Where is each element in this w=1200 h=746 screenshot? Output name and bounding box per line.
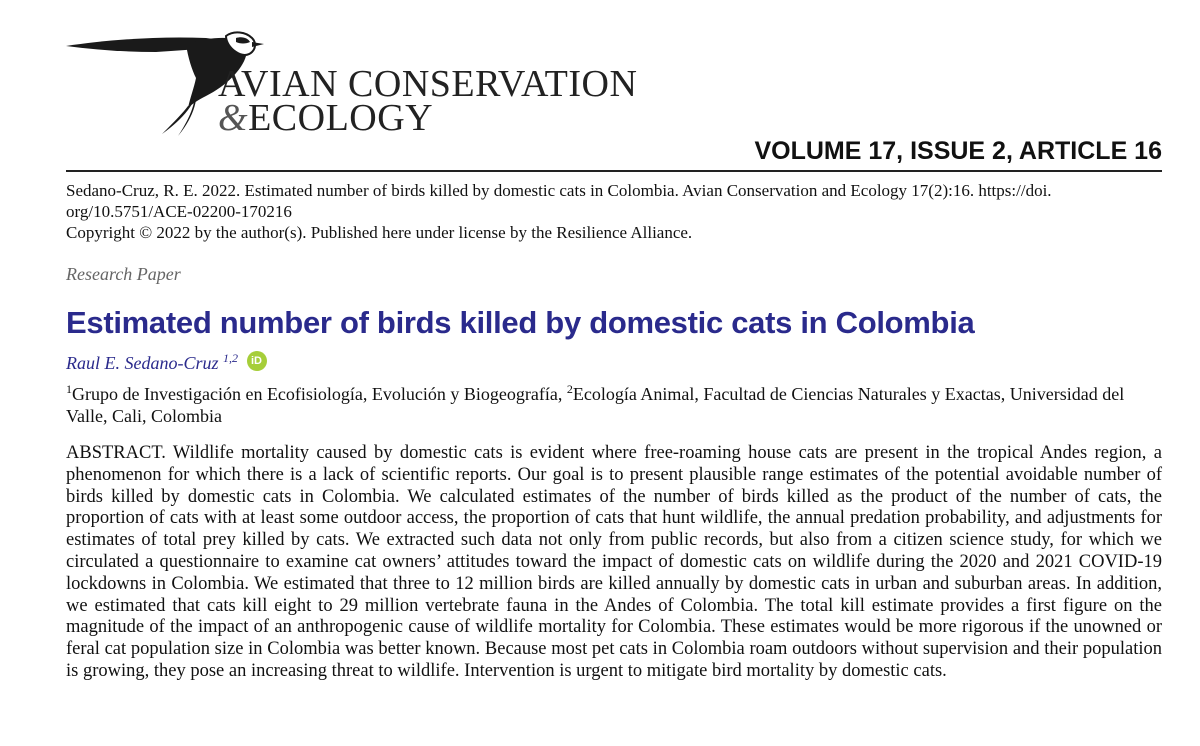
paper-type: Research Paper	[66, 264, 181, 284]
journal-name-line2-text: ECOLOGY	[248, 97, 434, 139]
volume-issue-label: VOLUME 17, ISSUE 2, ARTICLE 16	[754, 137, 1162, 165]
journal-name-line2	[218, 96, 433, 140]
author-line	[66, 351, 267, 375]
header-divider	[66, 170, 1162, 172]
journal-logo	[66, 30, 638, 140]
affiliation-sup-2: 2	[566, 382, 573, 396]
paper-title: Estimated number of birds killed by domestic cats in Colombia	[66, 305, 975, 340]
abstract: ABSTRACT. Wildlife mortality caused by domestic cats is evident where free-roaming house cats are present in the tropical Andes region, a phenomenon for which there is a lack of scientific reports. Our goal is to present plausible range estimates of the potential avoidable number of birds killed by domestic cats in Colombia. We calculated estimates of the number of birds killed as the product of the number of cats, the proportion of cats with at least some outdoor access, the proportion of cats that hunt wildlife, the annual predation probability, and adjustments for estimates of total prey killed by cats. We extracted such data not only from public records, but also from a citizen science study, for which we circulated a questionnaire to examine cat owners’ attitudes toward the impact of domestic cats on wildlife during the 2020 and 2021 COVID-19 lockdowns in Colombia. We estimated that three to 12 million birds are killed annually by domestic cats in urban and suburban areas. In addition, we estimated that cats kill eight to 29 million vertebrate fauna in the Andes of Colombia. The total kill estimate provides a first figure on the magnitude of the impact of an anthropogenic cause of wildlife mortality for Colombia. These estimates would be more rigorous if the unowned or feral cat population size in Colombia was better known. Because most pet cats in Colombia roam outdoors without supervision and their population is growing, they pose an increasing threat to wildlife. Intervention is urgent to mitigate bird mortality by domestic cats.	[66, 443, 1162, 681]
journal-name-line1: AVIAN CONSERVATION	[218, 63, 638, 105]
citation-text: Sedano-Cruz, R. E. 2022. Estimated number of birds killed by domestic cats in Colombia. Avian Conservation and Ecology 17(2):16. https://doi. org/10.5751/ACE-02200-170216	[66, 181, 1052, 221]
author-name[interactable]: Raul E. Sedano-Cruz	[66, 353, 219, 373]
orcid-icon[interactable]: iD	[247, 351, 267, 371]
journal-name-ampersand: &	[218, 97, 249, 139]
affiliation	[66, 378, 1162, 427]
affiliation-part-2: Ecología Animal, Facultad de Ciencias Naturales y Exactas, Universidad del Valle, Cali, Colombia	[66, 384, 1125, 426]
copyright-text: Copyright © 2022 by the author(s). Published here under license by the Resilience Alliance.	[66, 223, 693, 242]
author-superscript: 1,2	[223, 351, 238, 365]
citation-block	[66, 180, 1162, 243]
affiliation-part-1: Grupo de Investigación en Ecofisiología, Evolución y Biogeografía,	[72, 384, 567, 404]
affiliation-sup-1: 1	[66, 382, 72, 396]
